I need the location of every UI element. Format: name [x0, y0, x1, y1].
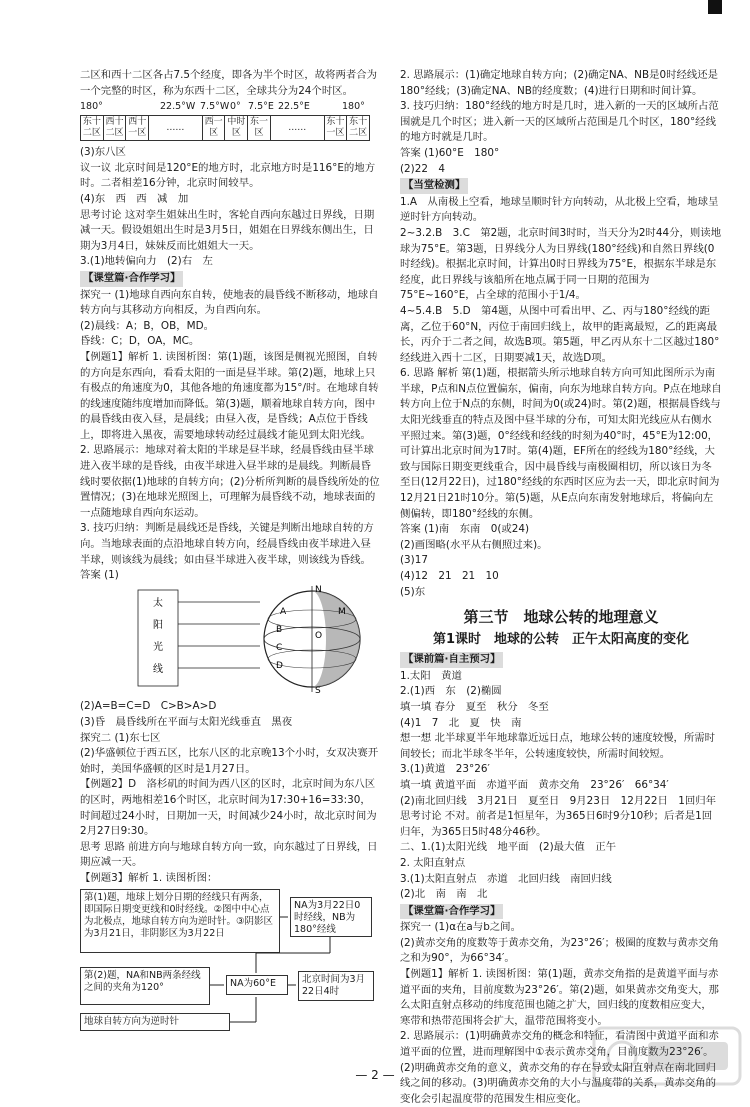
paragraph: 思考 思路 前进方向与地球自转方向一致，向东越过了日界线，日期应减一天。 — [80, 840, 378, 869]
flow-box: 第(2)题，NA和NB两条经线之间的夹角为120° — [80, 967, 210, 1005]
paragraph: (4)12 21 21 10 — [400, 570, 499, 582]
paragraph: 2. 太阳直射点 — [400, 856, 466, 869]
paragraph: 答案 (1)60°E 180° — [400, 146, 500, 159]
zone-scale-label: 0° — [230, 101, 241, 113]
paragraph: 2.(1)西 东 (2)椭圆 — [400, 685, 502, 698]
zone-scale-label: 180° — [80, 101, 103, 113]
section-label: 【当堂检测】 — [400, 178, 468, 194]
paragraph: (3)昏 晨昏线所在平面与太阳光线垂直 黑夜 — [80, 716, 293, 728]
paragraph: 二、1.(1)太阳光线 地平面 (2)最大值 正午 — [400, 841, 616, 854]
paragraph: 思考讨论 不对。前者是1恒星年，为365日6时9分10秒；后者是1回归年，为365日5时48分46秒。 — [400, 810, 713, 838]
sun-ray-label: 线 — [153, 663, 163, 675]
paragraph: (2)22 4 — [400, 162, 445, 175]
paragraph: 思考讨论 这对孪生姐妹出生时，客轮自西向东越过日界线，日期减一天。假设姐姐出生时是3月5日，姐姐在日界线东侧出生，日期为3月4日，妹妹反而比姐姐大一天。 — [80, 208, 375, 252]
paragraph: 3.(1)太阳直射点 赤道 北回归线 南回归线 — [400, 872, 612, 885]
paragraph: (3)东八区 — [80, 146, 126, 159]
paragraph: 1.A 从南极上空看，地球呈顺时针方向转动，从北极上空看，地球呈逆时针方向转动。 — [400, 195, 719, 224]
section-label: 【课堂篇·合作学习】 — [80, 271, 183, 287]
paragraph: 6. 思路 解析 第(1)题，根据箭头所示地球自转方向可知此图所示为南半球，P点和N点位置偏东，偏南，向东为地球自转方向。P点在地球自转方向上位于N点的东侧，时间为0(或24)时。第(2)题，根据晨昏线与太阳光线垂直的特点及图中昼半球的分布，可知太阳光线应从右侧水平照过来。第(3)题，0°经线和经线的时刻为40°时，45°E为12:00，可计算出北京时间为17时。第(4)题，EF所在的经线为180°经线，大致与国际日期变更线重合，因中晨昏线与南极圈相切，所以该日为冬至日(12月22日)，过180°经线的东西时区应为去一天，即北京时间为12月21日21时10分。第(5)题，从E点向东南发射地球后，将偏向左侧偏转，即180°经线的东侧。 — [400, 367, 722, 520]
zone-scale-label: 7.5°W — [200, 101, 230, 113]
point-label: D — [276, 660, 283, 671]
section-label: 【课堂篇·合作学习】 — [400, 904, 503, 920]
paragraph: (2)晨线：A；B，OB，MD。 — [80, 319, 214, 332]
paragraph: 答案 (1)南 东南 0(或24) — [400, 523, 530, 536]
paragraph: 3. 技巧归纳：判断是晨线还是昏线，关键是判断出地球自转的方向。当地球表面的点沿地球自转方向，经晨昏线由夜半球进入昼半球，则该线为晨线；如由昼半球进入夜半球，则该线为昏线。 — [80, 522, 374, 566]
paragraph: 3.(1)地转偏向力 (2)右 左 — [80, 255, 213, 268]
point-label: A — [280, 606, 287, 617]
point-label: M — [338, 606, 346, 617]
paragraph: 答案 (1) — [80, 569, 119, 582]
paragraph: 昏线：C；D，OA，MC。 — [80, 335, 200, 348]
flow-box: 地球自转方向为逆时针 — [80, 1013, 230, 1031]
paragraph: (2)画图略(水平从右侧照过来)。 — [400, 538, 548, 551]
point-label: N — [315, 584, 322, 595]
zone-scale-label: 7.5°E — [248, 101, 274, 113]
paragraph: 探究二 (1)东七区 — [80, 731, 161, 744]
paragraph: 1.太阳 黄道 — [400, 669, 462, 682]
zone-cell: 西一区 — [202, 116, 225, 141]
sun-ray-label: 光 — [153, 641, 163, 653]
zone-cell: 东一区 — [248, 116, 271, 141]
paragraph: 二区和西十二区各占7.5个经度，即各为半个时区，故将两者合为一个完整的时区，称为东西十二区，全球共分为24个时区。 — [80, 69, 378, 97]
flow-box: 第(1)题，地球上划分日期的经线只有两条，即国际日期变更线和0时经线。②图中中心点为北极点，地球自转方向为逆时针。③阴影区为3月21日，非阴影区为3月22日 — [80, 889, 280, 953]
zone-scale-label: 180° — [342, 101, 365, 113]
zone-cell: …… — [270, 116, 324, 141]
paragraph: (2)黄赤交角的度数等于黄赤交角，为23°26′；极圈的度数与黄赤交角之和为90°，为66°34′。 — [400, 936, 719, 965]
paragraph: 4~5.4.B 5.D 第4题，从图中可看出甲、乙、丙与180°经线的距离，乙位于60°N，丙位于南回归线上，故甲的距离最短，乙的距离最长，丙介于二者之间，故选B项。第5题，甲乙丙从东十二区越过180°经线进入西十二区，日期要减1天，故选D项。 — [400, 304, 720, 364]
zone-cell: 东十二区 — [81, 116, 104, 141]
zone-scale-label: 22.5°E — [278, 101, 310, 113]
paragraph: 2. 思路展示：(1)明确黄赤交角的概念和特征，看清图中黄道平面和赤道平面的位置，进而理解图中①表示黄赤交角，目前度数为23°26′。(2)明确黄赤交角的意义，黄赤交角的存在导致太阳直射点在南北回归线之间的移动。(3)明确黄赤交角的大小与温度带的关系，黄赤交角的变化会引起温度带的范围发生相应变化。 — [400, 1030, 719, 1105]
zone-cell: …… — [149, 116, 203, 141]
zone-cell: 东十二区 — [347, 116, 370, 141]
paragraph: 2. 思路展示：(1)确定地球自转方向；(2)确定NA、NB是0时经线还是180°经线；(3)确定NA、NB的经度数；(4)进行日期和时间计算。 — [400, 69, 719, 97]
paragraph: 【例题3】解析 1. 读图析图： — [80, 871, 218, 884]
left-column — [80, 68, 380, 1035]
corner-mark — [708, 0, 722, 14]
flow-box: 北京时间为3月22日4时 — [298, 971, 374, 1001]
paragraph: 2~3.2.B 3.C 第2题，北京时间3时时，当天分为2时44分，则读地球为75°E。第3题，日界线分人为日界线(180°经线)和自然日界线(0时经线)。根据北京时间，计算出0时日界线为75°E，根据东半球是东经度，此日界线与该船所在地点属于同一日期的范围为75°E~160°E，占全球的范围小于1/4。 — [400, 226, 722, 302]
section-label: 【课前篇·自主预习】 — [400, 652, 503, 668]
section-title: 第三节 地球公转的地理意义 — [463, 608, 659, 627]
paragraph: (2)A=B=C=D C>B>A>D — [80, 700, 217, 713]
earth-illumination-diagram — [80, 584, 380, 694]
sun-ray-label: 阳 — [153, 619, 163, 631]
point-label: C — [276, 642, 283, 653]
zone-cell: 中时区 — [225, 116, 248, 141]
paragraph: 【例题2】D 洛杉矶的时间为西八区的区时，北京时间为东八区的区时，两地相差16个时区，北京时间为17:30+16=33:30，时间超过24小时，日期加一天，时间减少24小时，故北京时间为2月27日9:30。 — [80, 778, 377, 838]
paragraph: 想一想 北半球夏半年地球靠近远日点，地球公转的速度较慢，所需时间较长；而北半球冬半年，公转速度较快，所需时间较短。 — [400, 732, 716, 760]
paragraph: 3.(1)黄道 23°26′ — [400, 763, 490, 776]
paragraph: 【例题1】解析 1. 读图析图：第(1)题，该图是侧视光照图，自转的方向是东西向，看看太阳的一面是昼半球。第(2)题，地球上只有极点的角速度为0，其他各地的角速度都为15°/时。在地球自转的线速度随纬度增加而降低。第(3)题，顺着地球自转方向，图中的晨昏线由夜入昼，是晨线；由昼入夜，是昏线；A点位于昏线上，即将进入黑夜，需要地球转动经过晨线才能见到太阳光线。 — [80, 350, 379, 441]
point-label: S — [315, 685, 321, 694]
zone-cell: 东十一区 — [324, 116, 347, 141]
paragraph: 【例题1】解析 1. 读图析图：第(1)题，黄赤交角指的是黄道平面与赤道平面的夹角，目前度数为23°26′。第(2)题，如果黄赤交角变大，那么太阳直射点移动的纬度范围也随之扩大，回归线的度数相应变大，寒带和热带范围将会扩大，温带范围将变小。 — [400, 968, 719, 1027]
watermark-logo — [592, 1026, 742, 1086]
paragraph: 2. 思路展示：地球对着太阳的半球是昼半球，经晨昏线由昼半球进入夜半球的是昏线，由夜半球进入昼半球的是晨线。判断晨昏线时要依据(1)地球的自转方向；(2)分析所判断的晨昏线所处的位置情况；(3)在地球光照图上，可理解为晨昏线不动，地球表面的一点随地球自西向东运动。 — [80, 444, 380, 519]
flow-box: NA为3月22日0时经线，NB为180°经线 — [290, 897, 372, 937]
flowchart — [80, 887, 380, 1035]
point-label: O — [315, 630, 323, 641]
paragraph: (4)东 西 西 减 加 — [80, 192, 189, 205]
zone-scale-label: 22.5°W — [160, 101, 196, 113]
paragraph: (2)华盛顿位于西五区，比东八区的北京晚13个小时，女双决赛开始时，美国华盛顿的区时是1月27日。 — [80, 747, 379, 775]
zone-scale — [80, 99, 370, 113]
paragraph: (2)南北回归线 3月21日 夏至日 9月23日 12月22日 1回归年 — [400, 794, 717, 807]
paragraph: (5)东 — [400, 585, 426, 598]
paragraph: 3. 技巧归纳：180°经线的地方时是几时，进入新的一天的区域所占范围就是几个时区；进入新一天的区域所占范围是几个时区，180°经线的地方时就是几时。 — [400, 100, 719, 144]
paragraph: 探究一 (1)地球自西向东自转，使地表的晨昏线不断移动，地球自转方向与其移动方向相反，为自西向东。 — [80, 288, 379, 317]
paragraph: 填一填 春分 夏至 秋分 冬至 — [400, 700, 549, 713]
lesson-title: 第1课时 地球的公转 正午太阳高度的变化 — [432, 632, 690, 648]
paragraph: (4)1 7 北 夏 快 南 — [400, 716, 522, 729]
paragraph: 议一议 北京时间是120°E的地方时，北京地方时是116°E的地方时。二者相差16分钟，北京时间较早。 — [80, 161, 376, 190]
paragraph: 探究一 (1)α在a与b之间。 — [400, 921, 521, 934]
paragraph: (2)北 南 南 北 — [400, 888, 488, 901]
flow-box: NA为60°E — [226, 975, 288, 995]
time-zone-table — [80, 115, 370, 141]
page-number: — 2 — — [355, 1068, 395, 1082]
point-label: B — [276, 624, 283, 635]
paragraph: 填一填 黄道平面 赤道平面 黄赤交角 23°26′ 66°34′ — [400, 778, 669, 791]
paragraph: (3)17 — [400, 554, 428, 567]
sun-ray-label: 太 — [153, 597, 163, 609]
zone-cell: 西十二区 — [103, 116, 126, 141]
right-column — [400, 68, 722, 1107]
zone-cell: 西十一区 — [126, 116, 149, 141]
